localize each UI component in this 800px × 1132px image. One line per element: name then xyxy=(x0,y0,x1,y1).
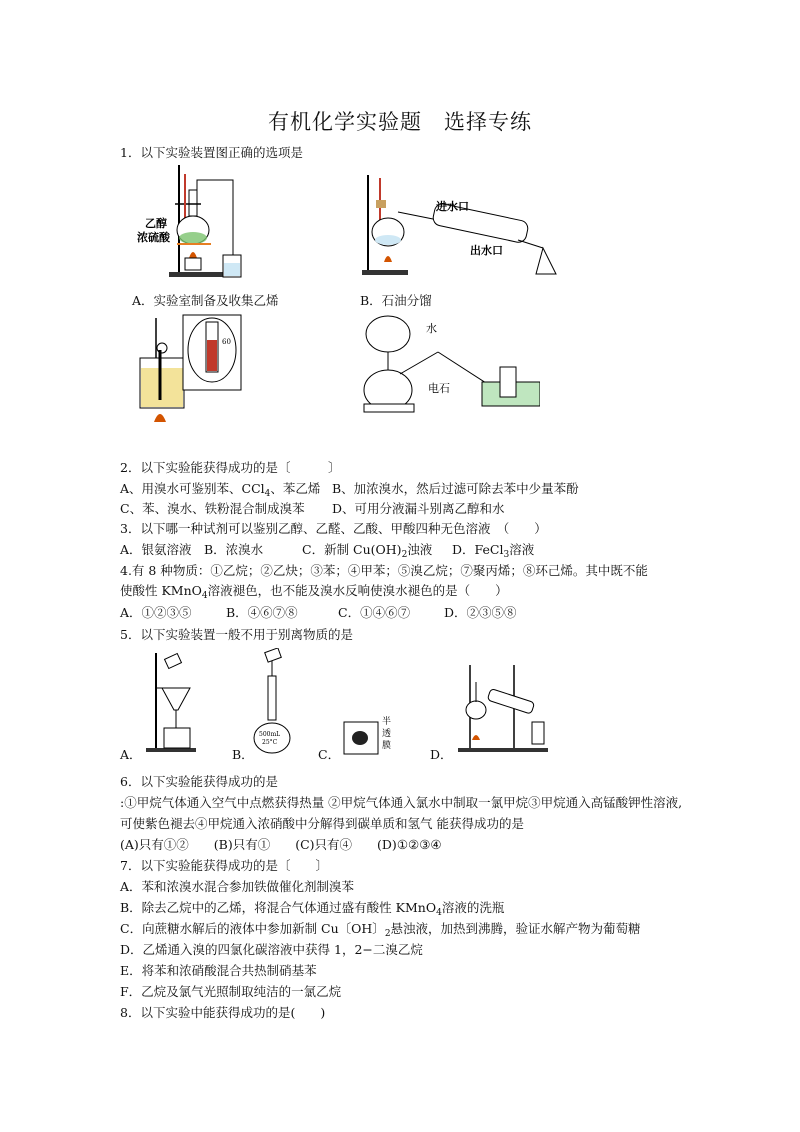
svg-text:半: 半 xyxy=(382,717,392,727)
question-2-option-b: B、加浓溴水，然后过滤可除去苯中少量苯酚 xyxy=(332,481,579,496)
question-7-option-c: C．向蔗糖水解后的液体中参加新制 Cu〔OH〕$_2$悬浊液，加热到沸腾，验证水解产物为葡萄糖 xyxy=(120,921,641,939)
label-water-outlet: 出水口 xyxy=(470,244,503,257)
label-conc-sulfuric-acid: 浓硫酸 xyxy=(137,231,170,244)
question-2-stem: 2．以下实验能获得成功的是〔 〕 xyxy=(120,460,341,475)
question-4-option-b: B．④⑥⑦⑧ xyxy=(226,605,298,620)
question-5-option-c: C． xyxy=(318,747,341,762)
question-6-line2: 可使紫色褪去④甲烷通入浓硝酸中分解得到碳单质和氢气 能获得成功的是 xyxy=(120,816,524,831)
figure-1c-water-bath xyxy=(138,310,243,435)
svg-text:膜: 膜 xyxy=(382,741,392,751)
question-5-option-a: A． xyxy=(120,747,142,762)
figure-5d-distillation xyxy=(452,660,552,755)
question-3-option-a: A．银氨溶液 xyxy=(120,542,192,557)
question-7-option-b: B．除去乙烷中的乙烯，将混合气体通过盛有酸性 KMnO$_4$溶液的洗瓶 xyxy=(120,900,505,918)
question-5-option-d: D． xyxy=(430,747,453,762)
question-3-option-c: C．新制 $Cu(OH)_2$浊液 xyxy=(302,542,433,560)
question-4-stem: 4.有 8 种物质：①乙烷；②乙炔；③苯；④甲苯；⑤溴乙烷；⑦聚丙烯；⑧环己烯。其中既不能 xyxy=(120,563,648,578)
question-7-option-a: A．苯和浓溴水混合参加铁做催化剂制溴苯 xyxy=(120,879,355,894)
caption-1a: A．实验室制备及收集乙烯 xyxy=(132,293,279,308)
question-8-stem: 8．以下实验中能获得成功的是( ) xyxy=(120,1005,326,1020)
figure-1b-distillation xyxy=(358,170,573,282)
label-calcium-carbide: 电石 xyxy=(428,382,450,395)
figure-1a-ethylene-apparatus xyxy=(135,160,245,285)
question-4-option-c: C．①④⑥⑦ xyxy=(338,605,411,620)
question-5-option-b: B． xyxy=(232,747,254,762)
label-water-inlet: 进水口 xyxy=(436,200,469,213)
caption-1b: B．石油分馏 xyxy=(360,293,432,308)
question-7-stem: 7．以下实验能获得成功的是〔 〕 xyxy=(120,858,328,873)
question-6-options: (A)只有①② (B)只有① (C)只有④ (D)①②③④ xyxy=(120,837,442,852)
svg-text:透: 透 xyxy=(382,729,392,739)
label-ethanol: 乙醇 xyxy=(145,217,167,230)
question-4-option-a: A．①②③⑤ xyxy=(120,605,192,620)
question-5-stem: 5．以下实验装置一般不用于别离物质的是 xyxy=(120,627,353,642)
question-3-stem: 3．以下哪一种试剂可以鉴别乙醇、乙醛、乙酸、甲酸四种无色溶液 （ ） xyxy=(120,521,547,536)
question-6-stem: 6．以下实验能获得成功的是 xyxy=(120,774,278,789)
page-title: 有机化学实验题 选择专练 xyxy=(268,110,532,134)
question-7-option-f: F．乙烷及氯气光照制取纯洁的一氯乙烷 xyxy=(120,984,342,999)
label-thermometer-60: 60 xyxy=(222,338,231,346)
label-flask-temp: 25°C xyxy=(262,739,278,746)
question-1-stem: 1．以下实验装置图正确的选项是 xyxy=(120,145,303,160)
question-3-option-d: D．FeCl$_3$溶液 xyxy=(452,542,535,560)
question-2-option-d: D、可用分液漏斗别离乙醇和水 xyxy=(332,501,505,516)
question-2-option-a: A、用溴水可鉴别苯、CCl$_4$、苯乙烯 xyxy=(120,481,321,499)
question-3-option-b: B．浓溴水 xyxy=(204,542,264,557)
label-water: 水 xyxy=(426,322,437,335)
figure-5b-volumetric-flask xyxy=(248,648,298,758)
question-7-option-d: D．乙烯通入溴的四氯化碳溶液中获得 1，2−二溴乙烷 xyxy=(120,942,423,957)
question-7-option-e: E．将苯和浓硝酸混合共热制硝基苯 xyxy=(120,963,317,978)
question-4-option-d: D．②③⑤⑧ xyxy=(444,605,517,620)
label-flask-volume: 500mL xyxy=(259,731,281,738)
question-4-stem-line2: 使酸性 KMnO$_4$溶液褪色，也不能及溴水反响使溴水褪色的是（ ） xyxy=(120,583,508,601)
figure-5a-filtration xyxy=(142,648,202,753)
question-2-option-c: C、苯、溴水、铁粉混合制成溴苯 xyxy=(120,501,305,516)
figure-1d-acetylene-generator xyxy=(360,312,540,420)
figure-5c-dialysis xyxy=(340,712,400,760)
question-6-line1: :①甲烷气体通入空气中点燃获得热量 ②甲烷气体通入氯水中制取一氯甲烷③甲烷通入高锰酸钾性溶液, xyxy=(120,795,683,810)
